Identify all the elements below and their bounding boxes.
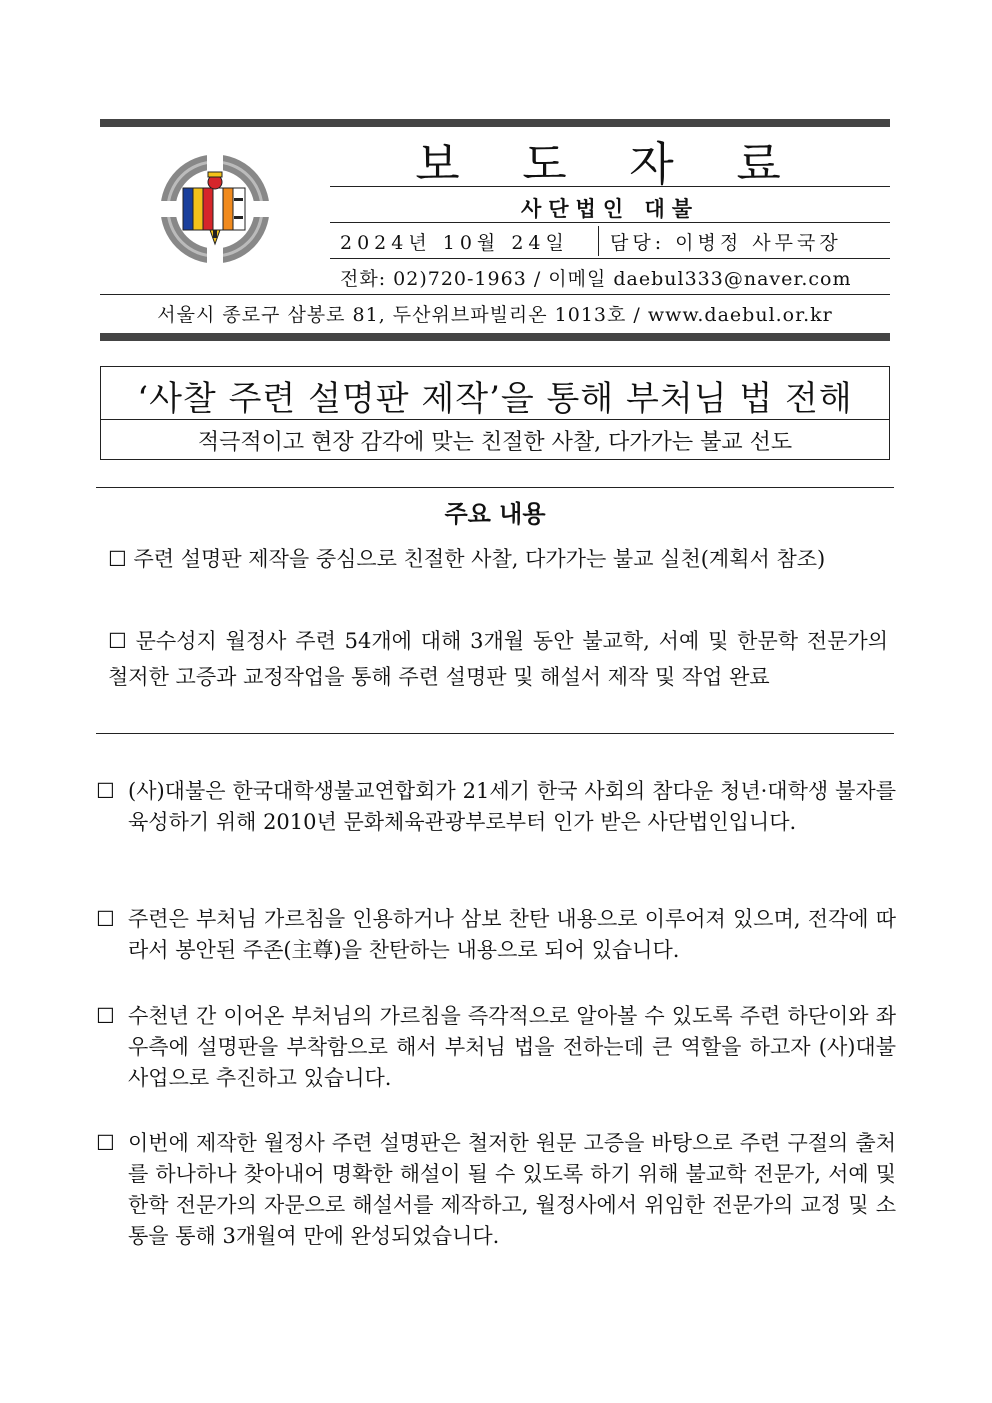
body-paragraph — [96, 1001, 896, 1094]
date-manager-separator — [598, 226, 599, 256]
org-divider — [330, 222, 890, 223]
key-point-item: ☐ 주련 설명판 제작을 중심으로 친절한 사찰, 다가가는 불교 실천(계획서 참조) — [108, 547, 826, 571]
paragraph-text: 수천년 간 이어온 부처님의 가르침을 즉각적으로 알아볼 수 있도록 주련 하단이와 좌우측에 설명판을 부착함으로 해서 부처님 법을 전하는데 큰 역할을 하고자 (사)대불 사업으로 추진하고 있습니다. — [128, 1004, 896, 1090]
key-points-bottom-rule — [96, 733, 894, 734]
paragraph-text: 이번에 제작한 월정사 주련 설명판은 철저한 원문 고증을 바탕으로 주련 구절의 출처를 하나하나 찾아내어 명확한 해설이 될 수 있도록 하기 위해 불교학 전문가, 서예 및 한학 전문가의 자문으로 해설서를 제작하고, 월정사에서 위임한 전문가의 교정 및 소통을 통해 3개월여 만에 완성되었습니다. — [128, 1131, 896, 1248]
headline-divider — [101, 419, 889, 420]
header-bottom-rule — [100, 333, 890, 341]
daebul-logo — [158, 148, 274, 270]
checkbox-bullet-icon: ☐ — [96, 1004, 115, 1028]
checkbox-bullet-icon: ☐ — [96, 1131, 115, 1155]
body-paragraph — [96, 1128, 896, 1252]
paragraph-text: (사)대불은 한국대학생불교연합회가 21세기 한국 사회의 참다운 청년·대학생 불자를 육성하기 위해 2010년 문화체육관광부로부터 인가 받은 사단법인입니다. — [128, 779, 896, 834]
date-divider — [330, 258, 890, 259]
body-paragraph — [96, 904, 896, 966]
checkbox-bullet-icon: ☐ — [96, 907, 115, 931]
paragraph-text: 주련은 부처님 가르침을 인용하거나 삼보 찬탄 내용으로 이루어져 있으며, 전각에 따라서 봉안된 주존(主尊)을 찬탄하는 내용으로 되어 있습니다. — [128, 907, 896, 962]
contact-info: 전화: 02)720-1963 / 이메일 daebul333@naver.com — [340, 268, 852, 290]
key-points-title: 주요 내용 — [444, 499, 546, 528]
title-divider — [330, 186, 890, 187]
key-point-item: ☐ 문수성지 월정사 주련 54개에 대해 3개월 동안 불교학, 서예 및 한문학 전문가의 철저한 고증과 교정작업을 통해 주련 설명판 및 해설서 제작 및 작업 완료 — [108, 629, 888, 689]
body-paragraph — [96, 776, 896, 838]
headline: ‘사찰 주련 설명판 제작’을 통해 부처님 법 전해 — [137, 379, 853, 419]
address-line: 서울시 종로구 삼봉로 81, 두산위브파빌리온 1013호 / www.daebul.or.kr — [157, 304, 833, 326]
checkbox-bullet-icon: ☐ — [96, 779, 115, 803]
top-rule — [100, 119, 890, 127]
headline-box — [100, 366, 890, 460]
contact-divider — [100, 294, 890, 295]
release-date: 2024년 10월 24일 — [340, 232, 569, 254]
page-title: 보 도 자 료 — [415, 137, 805, 191]
manager-info: 담당: 이병정 사무국장 — [610, 232, 842, 254]
subheadline: 적극적이고 현장 감각에 맞는 친절한 사찰, 다가가는 불교 선도 — [197, 430, 793, 455]
key-points-top-rule — [96, 487, 894, 488]
organization-name: 사단법인 대불 — [520, 196, 700, 221]
